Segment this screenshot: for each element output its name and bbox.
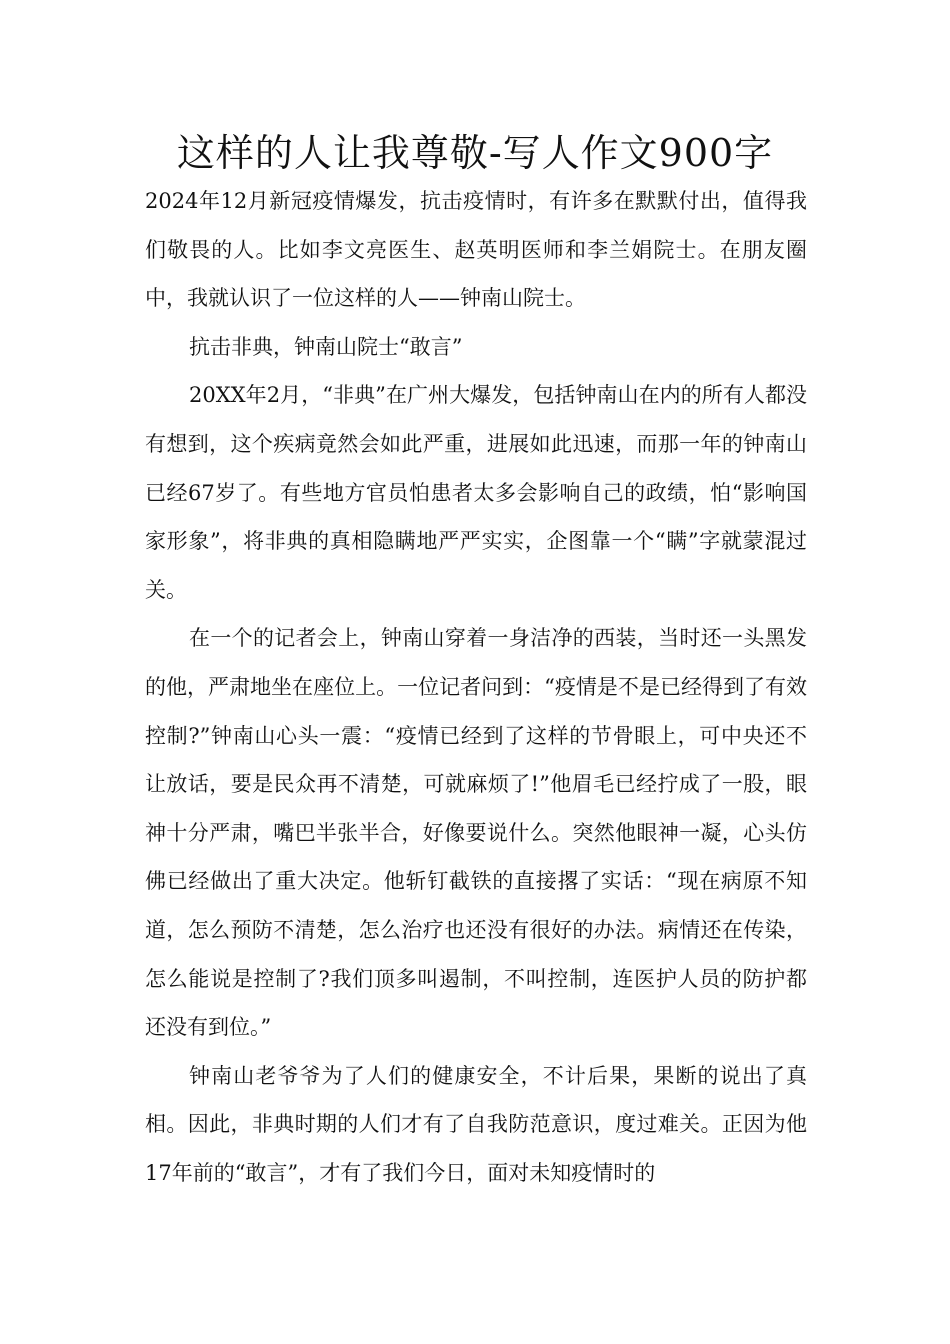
- paragraph-1: 2024年12月新冠疫情爆发，抗击疫情时，有许多在默默付出，值得我们敬畏的人。比如李文亮医生、赵英明医师和李兰娟院士。在朋友圈中，我就认识了一位这样的人——钟南山院士。: [145, 189, 807, 311]
- paragraph-3: 20XX年2月，“非典”在广州大爆发，包括钟南山在内的所有人都没有想到，这个疾病竟然会如此严重，进展如此迅速，而那一年的钟南山已经67岁了。有些地方官员怕患者太多会影响自己的政绩，怕“影响国家形象”，将非典的真相隐瞒地严严实实，企图靠一个“瞒”字就蒙混过关。: [145, 383, 807, 602]
- paragraph-4: 在一个的记者会上，钟南山穿着一身洁净的西装，当时还一头黑发的他，严肃地坐在座位上。一位记者问到：“疫情是不是已经得到了有效控制?”钟南山心头一震：“疫情已经到了这样的节骨眼上，可中央还不让放话，要是民众再不清楚，可就麻烦了!”他眉毛已经拧成了一股，眼神十分严肃，嘴巴半张半合，好像要说什么。突然他眼神一凝，心头仿佛已经做出了重大决定。他斩钉截铁的直接撂了实话：“现在病原不知道，怎么预防不清楚，怎么治疗也还没有很好的办法。病情还在传染，怎么能说是控制了?我们顶多叫遏制，不叫控制，连医护人员的防护都还没有到位。”: [145, 626, 807, 1040]
- paragraph-2: 抗击非典，钟南山院士“敢言”: [189, 334, 463, 359]
- paragraph-5: 钟南山老爷爷为了人们的健康安全，不计后果，果断的说出了真相。因此，非典时期的人们才有了自我防范意识，度过难关。正因为他17年前的“敢言”，才有了我们今日，面对未知疫情时的: [145, 1063, 807, 1185]
- document-title: 这样的人让我尊敬-写人作文900字: [176, 131, 774, 175]
- document-body: [145, 177, 807, 1197]
